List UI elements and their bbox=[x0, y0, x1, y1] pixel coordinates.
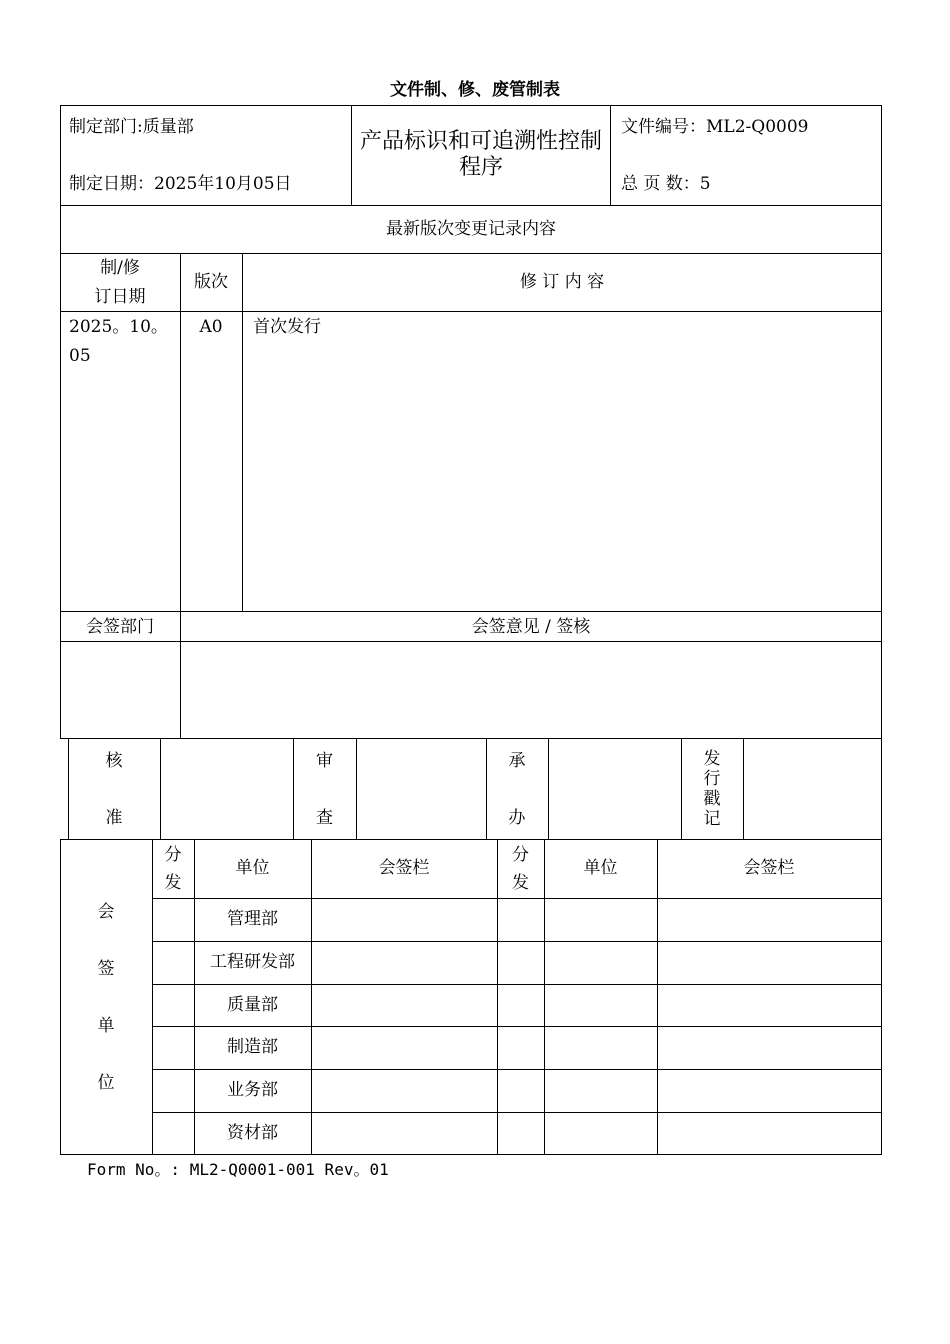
document-number: 文件编号：ML2-Q0009 bbox=[621, 117, 809, 137]
document-name: 产品标识和可追溯性控制程序 bbox=[359, 129, 602, 180]
revision-version: A0 bbox=[199, 317, 223, 337]
dist-col-label-bottom: 发 bbox=[164, 873, 182, 893]
revision-section-title: 最新版次变更记录内容 bbox=[386, 219, 556, 239]
dist-col-label-top: 分 bbox=[164, 845, 182, 865]
side-label-char: 会 bbox=[97, 902, 115, 922]
approve-label-top: 核 bbox=[105, 751, 123, 771]
handle-label-top: 承 bbox=[508, 751, 526, 771]
unit-name: 管理部 bbox=[227, 909, 278, 929]
countersign-opinion-label: 会签意见 / 签核 bbox=[471, 617, 591, 637]
revision-date: 2025。10。 bbox=[69, 317, 168, 337]
unit-col-label: 单位 bbox=[235, 858, 270, 878]
department-field: 制定部门:质量部 bbox=[69, 117, 194, 137]
side-label-char: 签 bbox=[97, 959, 115, 979]
col-date-label-2: 订日期 bbox=[94, 287, 146, 307]
side-label-char: 位 bbox=[97, 1073, 115, 1093]
review-label-top: 审 bbox=[316, 751, 333, 771]
handle-label-bottom: 办 bbox=[508, 808, 526, 828]
dist-col-label-bottom-2: 发 bbox=[512, 873, 529, 893]
countersign-dept-label: 会签部门 bbox=[86, 617, 154, 637]
unit-name: 资材部 bbox=[227, 1123, 278, 1143]
col-date-label: 制/修 bbox=[100, 258, 140, 278]
date-field: 制定日期：2025年10月05日 bbox=[69, 174, 292, 194]
col-version-label: 版次 bbox=[194, 272, 228, 292]
unit-col-label-2: 单位 bbox=[583, 858, 618, 878]
revision-date-2: 05 bbox=[69, 346, 91, 366]
unit-name: 工程研发部 bbox=[210, 952, 295, 972]
unit-name: 业务部 bbox=[227, 1080, 278, 1100]
issue-stamp-label: 发行戳记 bbox=[703, 749, 721, 829]
sign-col-label: 会签栏 bbox=[378, 858, 430, 878]
form-title: 文件制、修、废管制表 bbox=[390, 80, 560, 100]
dist-col-label-top-2: 分 bbox=[512, 845, 529, 865]
review-label-bottom: 查 bbox=[316, 808, 333, 828]
unit-name: 制造部 bbox=[227, 1037, 278, 1057]
form-number-footer: Form No。: ML2-Q0001-001 Rev。01 bbox=[87, 1160, 389, 1179]
side-label-char: 单 bbox=[97, 1016, 115, 1036]
col-content-label: 修 订 内 容 bbox=[519, 272, 605, 292]
revision-content: 首次发行 bbox=[253, 317, 321, 337]
approve-label-bottom: 准 bbox=[105, 808, 123, 828]
total-pages: 总 页 数：5 bbox=[621, 174, 711, 194]
unit-name: 质量部 bbox=[227, 995, 278, 1015]
sign-col-label-2: 会签栏 bbox=[743, 858, 795, 878]
